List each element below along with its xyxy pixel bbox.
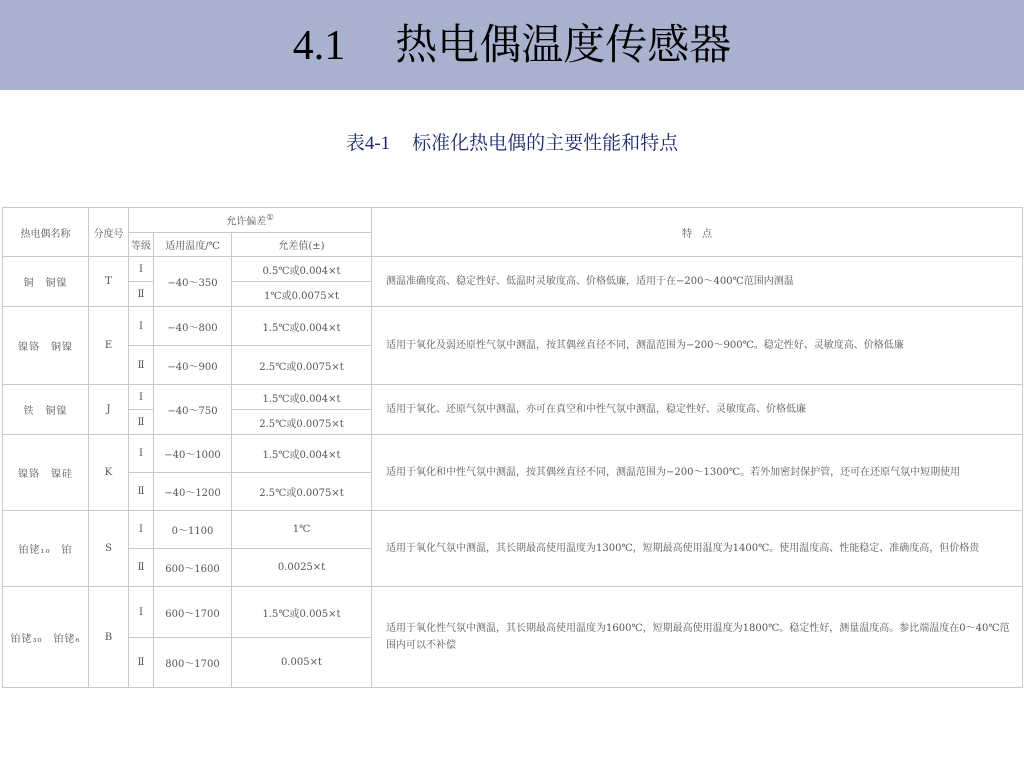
cell-value: 1.5℃或0.004×t [232, 435, 372, 473]
cell-range: −40～1000 [154, 435, 232, 473]
table-caption-text: 标准化热电偶的主要性能和特点 [412, 132, 679, 154]
cell-index: E [89, 307, 129, 385]
cell-range: −40～750 [154, 385, 232, 435]
header-features: 特 点 [372, 208, 1023, 257]
cell-name: 铁 铜镍 [3, 385, 89, 435]
cell-value: 1.5℃或0.004×t [232, 385, 372, 410]
cell-range: 600～1700 [154, 587, 232, 638]
cell-index: J [89, 385, 129, 435]
cell-features: 适用于氧化和中性气氛中测温，按其偶丝直径不同，测温范围为−200～1300℃。若外加密封保护管，还可在还原气氛中短期使用 [372, 435, 1023, 511]
cell-index: K [89, 435, 129, 511]
header-value: 允差值(±) [232, 233, 372, 257]
cell-value: 2.5℃或0.0075×t [232, 473, 372, 511]
thermocouple-spec-table [2, 207, 1023, 688]
header-tolerance [129, 208, 372, 233]
cell-value: 0.0025×t [232, 549, 372, 587]
cell-grade: Ⅰ [129, 307, 154, 346]
page-title [0, 0, 1024, 90]
header-grade: 等级 [129, 233, 154, 257]
cell-grade: Ⅰ [129, 587, 154, 638]
section-title: 热电偶温度传感器 [395, 20, 732, 69]
cell-value: 0.005×t [232, 638, 372, 688]
cell-grade: Ⅰ [129, 385, 154, 410]
header-range: 适用温度/℃ [154, 233, 232, 257]
cell-features: 适用于氧化及弱还原性气氛中测温，按其偶丝直径不同，测温范围为−200～900℃。稳定性好、灵敏度高、价格低廉 [372, 307, 1023, 385]
cell-range: −40～800 [154, 307, 232, 346]
cell-index: S [89, 511, 129, 587]
table-row [3, 307, 1023, 346]
section-number: 4.1 [292, 23, 346, 69]
cell-value: 1.5℃或0.005×t [232, 587, 372, 638]
cell-grade: Ⅰ [129, 511, 154, 549]
cell-features: 适用于氧化性气氛中测温，其长期最高使用温度为1600℃，短期最高使用温度为1800℃。稳定性好，测量温度高。参比端温度在0～40℃范围内可以不补偿 [372, 587, 1023, 688]
header-name: 热电偶名称 [3, 208, 89, 257]
cell-name: 铜 铜镍 [3, 257, 89, 307]
table-caption [0, 128, 1024, 155]
cell-grade: Ⅰ [129, 435, 154, 473]
cell-value: 0.5℃或0.004×t [232, 257, 372, 282]
cell-index: B [89, 587, 129, 688]
cell-features: 测温准确度高、稳定性好、低温时灵敏度高、价格低廉，适用于在−200～400℃范围内测温 [372, 257, 1023, 307]
cell-range: 600～1600 [154, 549, 232, 587]
header-tolerance-note: ① [266, 212, 274, 223]
table-row [3, 257, 1023, 282]
cell-value: 1℃ [232, 511, 372, 549]
cell-features: 适用于氧化、还原气氛中测温，亦可在真空和中性气氛中测温，稳定性好、灵敏度高、价格低廉 [372, 385, 1023, 435]
cell-index: T [89, 257, 129, 307]
table-row [3, 587, 1023, 638]
table-row [3, 511, 1023, 549]
cell-value: 2.5℃或0.0075×t [232, 346, 372, 385]
cell-value: 1℃或0.0075×t [232, 282, 372, 307]
cell-value: 1.5℃或0.004×t [232, 307, 372, 346]
cell-grade: Ⅱ [129, 549, 154, 587]
cell-features: 适用于氧化气氛中测温，其长期最高使用温度为1300℃，短期最高使用温度为1400℃。使用温度高、性能稳定、准确度高，但价格贵 [372, 511, 1023, 587]
cell-grade: Ⅱ [129, 410, 154, 435]
cell-name: 铂铑₁₀ 铂 [3, 511, 89, 587]
cell-value: 2.5℃或0.0075×t [232, 410, 372, 435]
cell-range: −40～900 [154, 346, 232, 385]
cell-name: 铂铑₃₀ 铂铑₆ [3, 587, 89, 688]
cell-grade: Ⅱ [129, 282, 154, 307]
cell-grade: Ⅰ [129, 257, 154, 282]
cell-range: 0～1100 [154, 511, 232, 549]
cell-range: −40～1200 [154, 473, 232, 511]
cell-range: 800～1700 [154, 638, 232, 688]
cell-grade: Ⅱ [129, 473, 154, 511]
cell-name: 镍铬 镍硅 [3, 435, 89, 511]
header-tolerance-label: 允许偏差 [226, 216, 267, 228]
table-row [3, 385, 1023, 410]
table-number: 表4-1 [345, 133, 391, 154]
cell-grade: Ⅱ [129, 346, 154, 385]
header-index: 分度号 [89, 208, 129, 257]
cell-grade: Ⅱ [129, 638, 154, 688]
table-row [3, 435, 1023, 473]
cell-range: −40～350 [154, 257, 232, 307]
cell-name: 镍铬 铜镍 [3, 307, 89, 385]
